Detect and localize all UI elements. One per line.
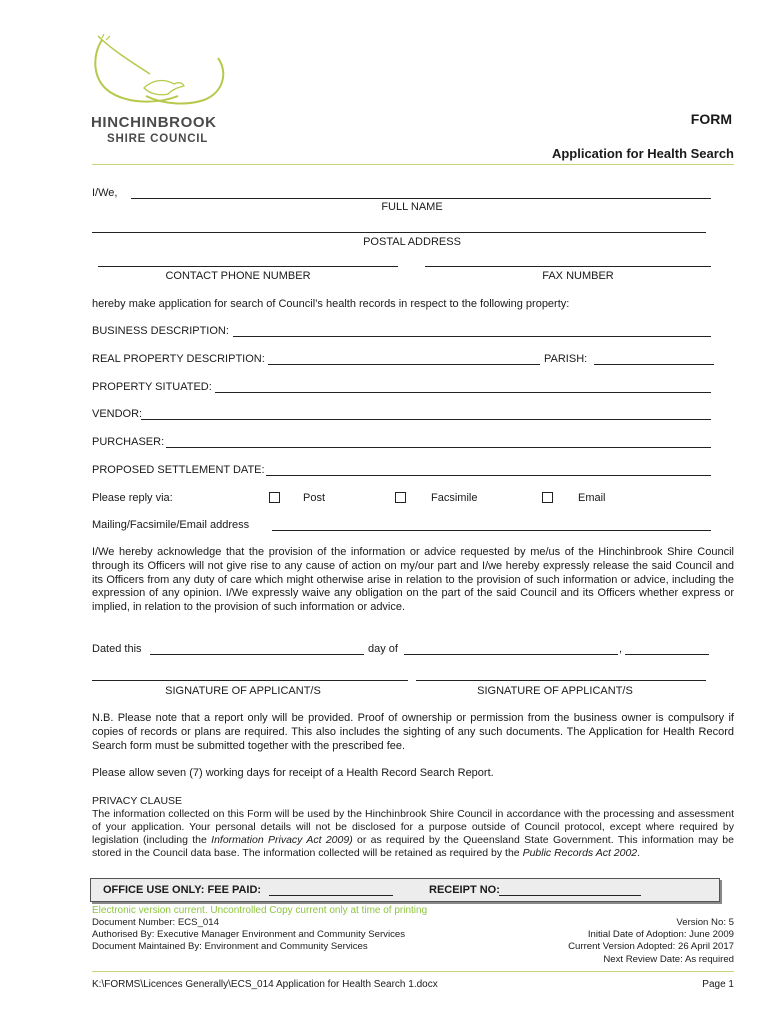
day-of-label: day of (368, 643, 398, 655)
fee-paid-line[interactable] (269, 895, 393, 896)
post-checkbox[interactable] (269, 492, 280, 503)
vendor-label: VENDOR: (92, 408, 143, 420)
bird-logo-icon (88, 30, 238, 120)
signature-line-1[interactable] (92, 680, 408, 681)
office-use-box (90, 878, 720, 902)
logo-line-2: SHIRE COUNCIL (107, 133, 209, 145)
privacy-body-part3: . (637, 847, 641, 859)
parish-label: PARISH: (544, 353, 588, 365)
initial-adoption-date: Initial Date of Adoption: June 2009 (587, 929, 734, 940)
year-line[interactable] (625, 654, 709, 655)
purchaser-label: PURCHASER: (92, 436, 165, 448)
footer-rule (92, 971, 734, 972)
version-number: Version No: 5 (676, 917, 734, 928)
privacy-body (92, 808, 734, 860)
parish-line[interactable] (594, 364, 714, 365)
real-property-line[interactable] (268, 364, 540, 365)
dated-this-label: Dated this (92, 643, 142, 655)
privacy-body-part2: or as required by the Queensland State Government. This information may be stored in the Council data base. The information collected will be retained as required by the (92, 834, 734, 859)
full-name-caption: FULL NAME (381, 201, 443, 213)
fax-line[interactable] (425, 266, 711, 267)
iwe-label: I/We, (92, 187, 118, 199)
phone-caption: CONTACT PHONE NUMBER (165, 270, 311, 282)
fee-paid-label: OFFICE USE ONLY: FEE PAID: (103, 884, 262, 896)
nb-text: N.B. Please note that a report only will be provided. Proof of ownership or permission from the business owner is compulsory if copies of records or plans are required. This also includes the sighting of any such documents. The Application for Health Record Search form must be submitted together with the prescribed fee. (92, 712, 734, 752)
fax-caption: FAX NUMBER (542, 270, 614, 282)
facsimile-checkbox[interactable] (395, 492, 406, 503)
form-title: Application for Health Search (551, 146, 734, 161)
business-description-label: BUSINESS DESCRIPTION: (92, 325, 229, 337)
real-property-label: REAL PROPERTY DESCRIPTION: (92, 353, 265, 365)
authorised-by: Authorised By: Executive Manager Environment and Community Services (92, 929, 406, 940)
purchaser-line[interactable] (166, 447, 711, 448)
next-review-date: Next Review Date: As required (603, 954, 734, 965)
facsimile-option-label: Facsimile (431, 492, 478, 504)
receipt-no-line[interactable] (499, 895, 641, 896)
settlement-date-line[interactable] (266, 475, 711, 476)
signature-line-2[interactable] (416, 680, 706, 681)
post-option-label: Post (303, 492, 326, 504)
property-situated-line[interactable] (215, 392, 711, 393)
privacy-body-part1: The information collected on this Form will be used by the Hinchinbrook Shire Council in accordance with the processing and assessment of your application. Your personal details will not be disclosed for a purpose outside of Council protocol, except where required by legislation (including the (92, 808, 734, 846)
file-path: K:\FORMS\Licences Generally\ECS_014 Application for Health Search 1.docx (92, 979, 438, 990)
privacy-act-1: Information Privacy Act 2009) (211, 834, 353, 846)
business-description-line[interactable] (233, 336, 711, 337)
vendor-line[interactable] (141, 419, 711, 420)
maintained-by: Document Maintained By: Environment and Community Services (92, 941, 368, 952)
acknowledgement-text: I/We hereby acknowledge that the provision of the information or advice requested by me/us of the Hinchinbrook Shire Council through its Officers will not give rise to any cause of action on my/our part and I/we hereby expressly release the said Council and its Officers from any duty of care which might otherwise arise in relation to the provision of such information or advice, including the expression of any opinion. I/We expressly waive any obligation on the part of the said Council and its Officers whether express or implied, in relation to the provision of such information or advice. (92, 546, 734, 614)
postal-address-line[interactable] (92, 232, 706, 233)
current-version-adopted: Current Version Adopted: 26 April 2017 (568, 941, 734, 952)
page-number: Page 1 (702, 979, 734, 990)
document-number: Document Number: ECS_014 (92, 917, 219, 928)
property-situated-label: PROPERTY SITUATED: (92, 381, 212, 393)
dated-this-line[interactable] (150, 654, 364, 655)
logo-line-1: HINCHINBROOK (91, 114, 217, 131)
postal-address-caption: POSTAL ADDRESS (363, 236, 461, 248)
dated-comma: , (619, 643, 623, 655)
council-logo (88, 30, 238, 150)
email-option-label: Email (578, 492, 606, 504)
receipt-no-label: RECEIPT NO: (429, 884, 500, 896)
settlement-date-label: PROPOSED SETTLEMENT DATE: (92, 464, 265, 476)
day-of-line[interactable] (404, 654, 618, 655)
form-label: FORM (690, 111, 732, 127)
electronic-version-note: Electronic version current. Uncontrolled Copy current only at time of printing (92, 905, 428, 916)
email-checkbox[interactable] (542, 492, 553, 503)
mailing-address-label: Mailing/Facsimile/Email address (92, 519, 250, 531)
signature-caption-2: SIGNATURE OF APPLICANT/S (477, 685, 633, 697)
allow-text: Please allow seven (7) working days for receipt of a Health Record Search Report. (92, 767, 494, 779)
privacy-act-2: Public Records Act 2002 (522, 847, 638, 859)
full-name-line[interactable] (131, 198, 711, 199)
header-rule (92, 164, 734, 165)
intro-text: hereby make application for search of Council’s health records in respect to the following property: (92, 298, 570, 310)
mailing-address-line[interactable] (272, 530, 711, 531)
phone-line[interactable] (98, 266, 398, 267)
privacy-heading: PRIVACY CLAUSE (92, 795, 183, 807)
signature-caption-1: SIGNATURE OF APPLICANT/S (165, 685, 321, 697)
reply-via-label: Please reply via: (92, 492, 173, 504)
